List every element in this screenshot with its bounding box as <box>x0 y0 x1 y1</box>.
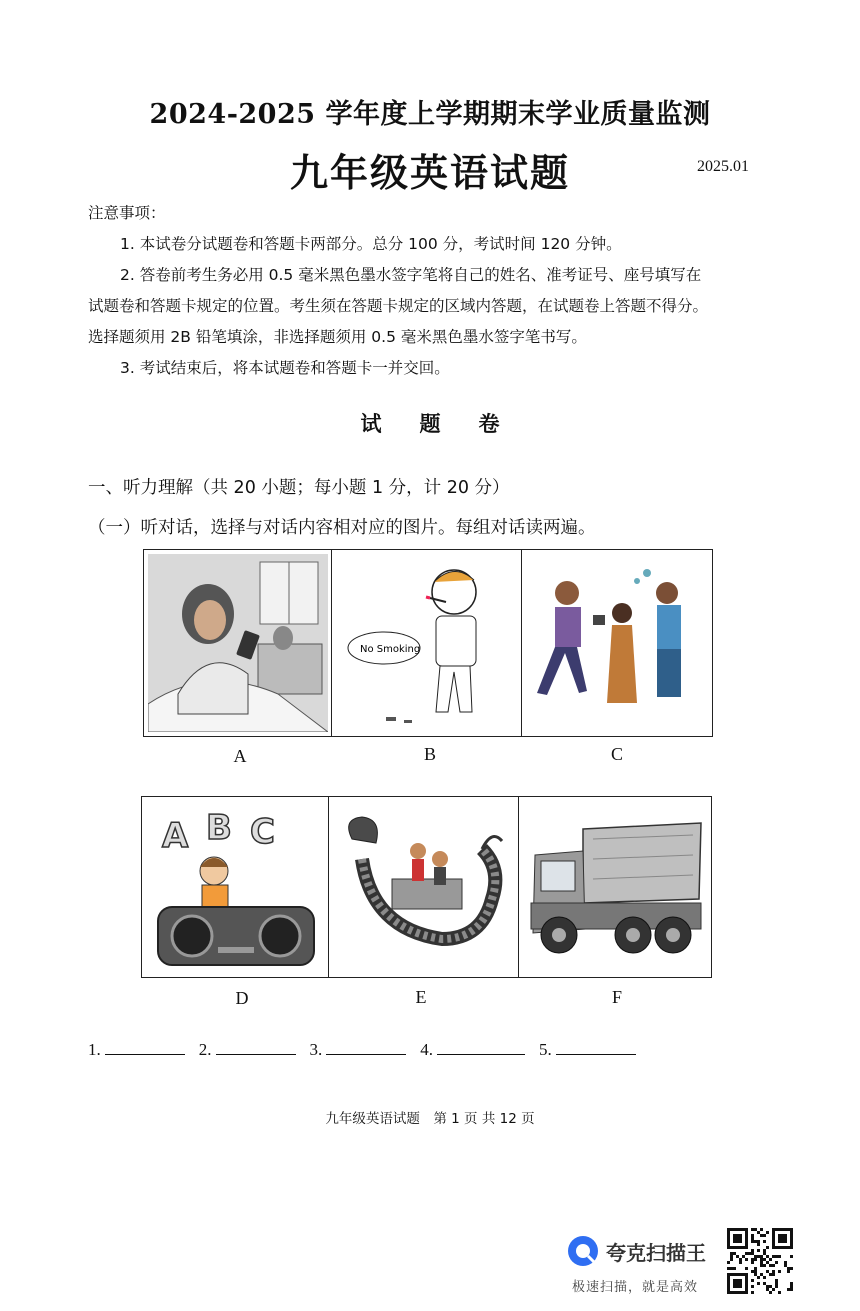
exam-subtitle: 九年级英语试题 <box>289 150 570 195</box>
scanner-watermark <box>566 1234 706 1268</box>
note-item-2-cont: 试题卷和答题卡规定的位置。考生须在答题卡规定的区域内答题，在试题卷上答题不得分。 <box>88 297 709 315</box>
answer-blank-5[interactable]: 5. <box>539 1040 636 1060</box>
answer-blank-4[interactable]: 4. <box>420 1040 525 1060</box>
picture-a <box>144 550 332 736</box>
section-instructions: （一）听对话，选择与对话内容相对应的图片。每组对话读两遍。 <box>88 518 596 538</box>
paper-title: 试题卷 <box>360 412 538 436</box>
page-footer: 九年级英语试题 第 1 页 共 12 页 <box>325 1111 535 1127</box>
picture-label-f: F <box>611 987 622 1007</box>
water-festival-illustration <box>527 553 707 733</box>
abc-letter-b: B <box>206 808 232 848</box>
notes-block <box>88 198 788 384</box>
note-item-3: 3. 考试结束后，将本试题卷和答题卡一并交回。 <box>120 359 450 377</box>
radio-abc-illustration <box>144 799 326 975</box>
qr-code-icon <box>727 1228 793 1294</box>
picture-label-b: B <box>423 744 436 764</box>
dragon-boat-illustration <box>332 799 516 975</box>
section-heading: 一、听力理解（共 20 小题；每小题 1 分，计 20 分） <box>88 478 510 498</box>
abc-letter-a: A <box>162 816 189 856</box>
boy-no-smoking-illustration <box>334 552 520 734</box>
no-smoking-sign: No Smoking <box>359 644 420 655</box>
note-item-2: 2. 答卷前考生务必用 0.5 毫米黑色墨水签字笔将自己的姓名、准考证号、座号填写在 <box>120 266 702 284</box>
woman-phone-illustration <box>148 554 328 732</box>
note-item-1: 1. 本试卷分试题卷和答题卡两部分。总分 100 分，考试时间 120 分钟。 <box>120 235 622 253</box>
picture-label-c: C <box>610 744 623 764</box>
answer-blank-3[interactable]: 3. <box>310 1040 407 1060</box>
picture-f <box>519 797 710 977</box>
picture-label-e: E <box>415 987 427 1007</box>
notes-heading: 注意事项： <box>88 204 166 222</box>
exam-date: 2025.01 <box>697 158 749 175</box>
picture-c <box>522 550 711 736</box>
answer-blank-1[interactable]: 1. <box>88 1040 185 1060</box>
answer-blank-2[interactable]: 2. <box>199 1040 296 1060</box>
scanner-slogan: 极速扫描，就是高效 <box>572 1280 699 1295</box>
dump-truck-illustration <box>523 799 707 975</box>
picture-label-d: D <box>235 988 249 1008</box>
picture-d <box>142 797 329 977</box>
picture-row-1 <box>143 549 713 737</box>
answer-blanks <box>88 1040 636 1060</box>
picture-label-a: A <box>233 746 247 766</box>
picture-row-2 <box>141 796 712 978</box>
scanner-logo-icon <box>566 1234 600 1268</box>
picture-b <box>332 550 522 736</box>
note-item-2-cont2: 选择题须用 2B 铅笔填涂，非选择题须用 0.5 毫米黑色墨水签字笔书写。 <box>88 328 587 346</box>
exam-title: 2024-2025 学年度上学期期末学业质量监测 <box>149 99 711 130</box>
picture-e <box>329 797 519 977</box>
scanner-brand: 夸克扫描王 <box>606 1240 706 1265</box>
abc-letter-c: C <box>250 812 275 852</box>
